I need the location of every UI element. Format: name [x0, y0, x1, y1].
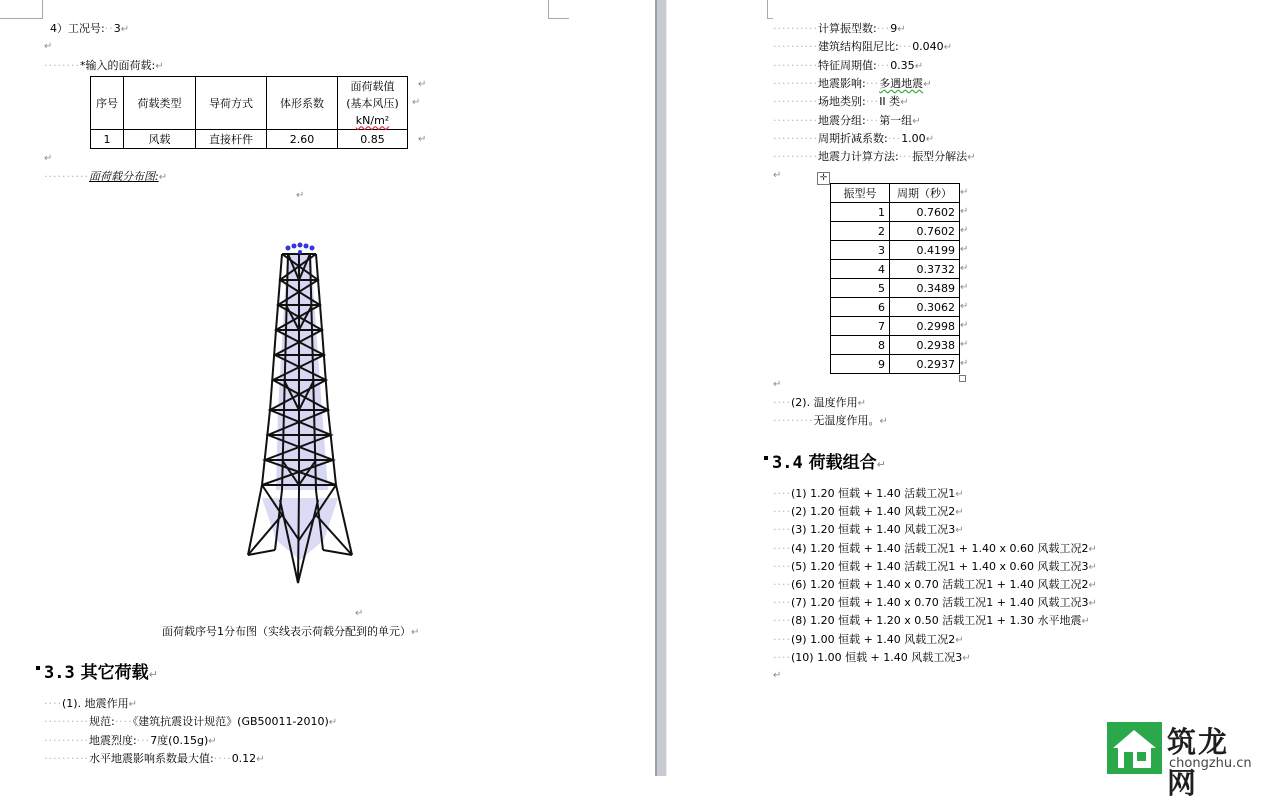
mode-number-cell: 3: [831, 241, 890, 260]
crop-mark: [548, 0, 569, 19]
table-row: [91, 130, 408, 149]
param-value: 振型分解法: [912, 150, 968, 164]
param-value: 多遇地震: [879, 76, 924, 90]
paragraph-mark-icon: ↵: [876, 458, 886, 471]
period-header-row: [831, 184, 960, 203]
paragraph-mark-icon: ↵: [943, 42, 953, 54]
load-combination-item: ····(9) 1.00 恒载 + 1.40 风载工况2↵: [773, 632, 964, 646]
cell-transfer-mode: 直接杆件: [196, 130, 267, 149]
paragraph-mark-icon: ↵: [897, 24, 906, 35]
paragraph-mark-icon: ↵: [923, 78, 932, 90]
table-row: [831, 279, 960, 298]
period-cell: 0.2937: [890, 355, 960, 374]
param-line: ··········地震力计算方法:···振型分解法↵: [773, 150, 976, 164]
paragraph-mark-icon: ↵: [328, 717, 338, 728]
param-line: ··········地震影响:···多遇地震↵: [773, 76, 932, 90]
logo-text-cn: 筑龙网: [1167, 725, 1230, 800]
page-gutter: [655, 0, 667, 776]
load-combination-text: (8) 1.20 恒载 + 1.20 x 0.50 活载工况1 + 1.30 水平地震: [791, 614, 1082, 628]
paragraph-mark-icon: ↵: [773, 170, 782, 181]
period-cell: 0.3062: [890, 298, 960, 317]
table-row: [831, 317, 960, 336]
param-label: 地震力计算方法:: [817, 150, 899, 164]
mode-number-cell: 1: [831, 203, 890, 222]
distribution-label-line: ··········面荷载分布图:↵: [44, 170, 168, 183]
paragraph-mark-icon: ↵: [1088, 543, 1097, 555]
load-combination-text: (7) 1.20 恒载 + 1.40 x 0.70 活载工况1 + 1.40 风载工况3: [791, 596, 1089, 610]
param-value: 0.040: [912, 40, 944, 54]
paragraph-mark-icon: ↵: [960, 225, 969, 236]
table-row: [831, 355, 960, 374]
param-label: 场地类别:: [817, 95, 866, 109]
paragraph-mark-icon: ↵: [955, 525, 964, 537]
load-combination-item: ····(2) 1.20 恒载 + 1.40 风载工况2↵: [773, 505, 964, 519]
table-resize-handle-icon[interactable]: [959, 375, 966, 382]
table-header-row: [91, 77, 408, 130]
temperature-text-line: ·········无温度作用。↵: [773, 414, 888, 427]
period-cell: 0.3732: [890, 260, 960, 279]
header-load-value: [338, 77, 408, 130]
temperature-title: (2). 温度作用: [791, 396, 858, 409]
paragraph-mark-icon: ↵: [1088, 561, 1097, 573]
period-cell: 0.4199: [890, 241, 960, 260]
header-mode-number: 振型号: [831, 184, 890, 203]
paragraph-mark-icon: ↵: [960, 301, 969, 312]
period-cell: 0.2938: [890, 336, 960, 355]
param-value: 1.00: [901, 131, 926, 145]
paragraph-mark-icon: ↵: [148, 668, 158, 681]
paragraph-mark-icon: ↵: [857, 398, 866, 409]
load-combination-item: ····(10) 1.00 恒载 + 1.40 风载工况3↵: [773, 650, 971, 664]
param-line: ··········地震分组:···第一组↵: [773, 113, 921, 127]
load-combination-text: (2) 1.20 恒载 + 1.40 风载工况2: [791, 505, 956, 519]
intensity-value: 7度(0.15g): [150, 734, 209, 747]
load-combination-text: (3) 1.20 恒载 + 1.40 风载工况3: [791, 523, 956, 537]
period-cell: 0.2998: [890, 317, 960, 336]
case-number-line: 4）工况号:··3↵: [50, 22, 130, 35]
param-value: II 类: [879, 95, 901, 109]
param-line: ··········周期折减系数:···1.00↵: [773, 131, 935, 145]
cell-load-value: 0.85: [338, 130, 408, 149]
load-combination-item: ····(6) 1.20 恒载 + 1.40 x 0.70 活载工况1 + 1.40 风载工况2↵: [773, 578, 1097, 591]
paragraph-mark-icon: ↵: [960, 339, 969, 350]
load-combination-text: (5) 1.20 恒载 + 1.40 活载工况1 + 1.40 x 0.60 风载工况3: [791, 559, 1089, 573]
paragraph-mark-icon: ↵: [128, 699, 137, 710]
load-combination-item: ····(5) 1.20 恒载 + 1.40 活载工况1 + 1.40 x 0.60 风载工况3↵: [773, 559, 1097, 573]
paragraph-mark-icon: ↵: [960, 263, 969, 274]
paragraph-mark-icon: ↵: [773, 670, 782, 681]
paragraph-mark-icon: ↵: [955, 489, 964, 500]
paragraph-mark-icon: ↵: [925, 133, 935, 145]
period-cell: 0.7602: [890, 222, 960, 241]
load-combination-item: ····(1) 1.20 恒载 + 1.40 活载工况1↵: [773, 487, 964, 500]
paragraph-mark-icon: ↵: [960, 282, 969, 293]
section-title: 荷载组合: [808, 453, 877, 473]
seismic-coef-line: ··········水平地震影响系数最大值:····0.12↵: [44, 752, 265, 765]
heading-bullet: [36, 666, 40, 670]
table-row: [831, 336, 960, 355]
section-title: 其它荷载: [80, 663, 149, 683]
paragraph-mark-icon: ↵: [1088, 580, 1097, 591]
paragraph-mark-icon: ↵: [960, 206, 969, 217]
header-load-value-unit: kN/m²: [355, 113, 390, 127]
param-label: 特征周期值:: [817, 58, 877, 72]
seismic-intensity-line: ··········地震烈度:···7度(0.15g)↵: [44, 734, 217, 747]
mode-number-cell: 4: [831, 260, 890, 279]
mode-number-cell: 8: [831, 336, 890, 355]
param-label: 地震影响:: [817, 76, 866, 90]
table-row: [831, 298, 960, 317]
mode-number-cell: 9: [831, 355, 890, 374]
param-value: 9: [890, 22, 898, 35]
section-heading-3-4: [772, 448, 886, 473]
paragraph-mark-icon: ↵: [912, 115, 921, 127]
seismic-code-line: ··········规范:····《建筑抗震设计规范》(GB50011-2010)↵: [44, 715, 338, 728]
paragraph-mark-icon: ↵: [44, 41, 53, 52]
paragraph-mark-icon: ↵: [44, 153, 53, 164]
header-load-type: 荷载类型: [124, 77, 196, 130]
param-label: 建筑结构阻尼比:: [817, 40, 899, 54]
coef-value: 0.12: [231, 752, 257, 765]
coef-label: 水平地震影响系数最大值:: [88, 752, 214, 765]
tower-figure: [240, 240, 360, 585]
paragraph-mark-icon: ↵: [773, 379, 782, 390]
seismic-title-line: ····(1). 地震作用↵: [44, 697, 137, 710]
paragraph-mark-icon: ↵: [967, 152, 976, 164]
table-row: [831, 203, 960, 222]
logo-house-icon: [1107, 722, 1162, 774]
period-cell: 0.3489: [890, 279, 960, 298]
case-number-value: 3: [113, 22, 121, 35]
load-combination-text: (4) 1.20 恒载 + 1.40 活载工况1 + 1.40 x 0.60 风载工况2: [791, 541, 1089, 555]
load-combination-item: ····(3) 1.20 恒载 + 1.40 风载工况3↵: [773, 523, 964, 537]
figure-caption: [162, 625, 419, 640]
input-load-line: ········*输入的面荷载:↵: [44, 59, 164, 72]
paragraph-mark-icon: ↵: [960, 187, 969, 198]
paragraph-mark-icon: ↵: [960, 320, 969, 331]
paragraph-mark-icon: ↵: [1081, 616, 1090, 628]
param-label: 计算振型数:: [817, 22, 877, 35]
period-table: [830, 183, 960, 374]
paragraph-mark-icon: ↵: [962, 652, 971, 664]
surface-load-table: [90, 76, 408, 149]
param-line: ··········特征周期值:···0.35↵: [773, 58, 924, 72]
table-move-handle-icon[interactable]: ✛: [817, 172, 830, 185]
param-line: ··········场地类别:···II 类↵: [773, 95, 909, 109]
paragraph-mark-icon: ↵: [418, 79, 427, 90]
param-value: 0.35: [890, 58, 915, 72]
input-load-label: *输入的面荷载:: [79, 59, 156, 72]
paragraph-mark-icon: ↵: [879, 416, 888, 427]
load-combination-item: ····(7) 1.20 恒载 + 1.40 x 0.70 活载工况1 + 1.40 风载工况3↵: [773, 596, 1097, 610]
load-combination-item: ····(8) 1.20 恒载 + 1.20 x 0.50 活载工况1 + 1.30 水平地震↵: [773, 614, 1090, 628]
paragraph-mark-icon: ↵: [914, 60, 924, 72]
load-combination-text: (1) 1.20 恒载 + 1.40 活载工况1: [791, 487, 956, 500]
code-label: 规范:: [88, 715, 115, 728]
paragraph-mark-icon: ↵: [412, 97, 421, 108]
param-value: 第一组: [879, 113, 913, 127]
mode-number-cell: 6: [831, 298, 890, 317]
paragraph-mark-icon: ↵: [355, 608, 364, 619]
paragraph-mark-icon: ↵: [120, 24, 130, 35]
crop-mark: [767, 18, 773, 19]
tower-top-load-markers: [286, 243, 315, 255]
mode-number-cell: 7: [831, 317, 890, 336]
code-value: 《建筑抗震设计规范》(GB50011-2010): [132, 715, 329, 728]
load-combination-item: ····(4) 1.20 恒载 + 1.40 活载工况1 + 1.40 x 0.60 风载工况2↵: [773, 541, 1097, 555]
header-transfer-mode: 导荷方式: [196, 77, 267, 130]
cell-load-type: 风载: [124, 130, 196, 149]
load-combination-text: (6) 1.20 恒载 + 1.40 x 0.70 活载工况1 + 1.40 风载工况2: [791, 578, 1089, 591]
paragraph-mark-icon: ↵: [208, 736, 217, 747]
mode-number-cell: 2: [831, 222, 890, 241]
logo-text-en: chongzhu.cn: [1169, 756, 1252, 771]
period-cell: 0.7602: [890, 203, 960, 222]
load-combination-text: (9) 1.00 恒载 + 1.40 风载工况2: [791, 632, 956, 646]
cell-seq: 1: [91, 130, 124, 149]
section-number: 3.3: [44, 663, 75, 683]
paragraph-mark-icon: ↵: [296, 190, 305, 201]
intensity-label: 地震烈度:: [88, 734, 137, 747]
header-load-value-line2: (基本风压): [346, 96, 399, 110]
figure-caption-text: 面荷载序号1分布图（实线表示荷载分配到的单元）: [162, 625, 411, 638]
mode-number-cell: 5: [831, 279, 890, 298]
paragraph-mark-icon: ↵: [411, 627, 420, 638]
paragraph-mark-icon: ↵: [960, 244, 969, 255]
cell-shape-coef: 2.60: [267, 130, 338, 149]
section-heading-3-3: [44, 658, 158, 683]
paragraph-mark-icon: ↵: [900, 97, 909, 109]
table-row: [831, 260, 960, 279]
paragraph-mark-icon: ↵: [155, 61, 164, 72]
distribution-label: 面荷载分布图:: [88, 170, 159, 183]
section-number: 3.4: [772, 453, 803, 473]
case-number-label: 4）工况号:: [50, 22, 105, 35]
header-load-value-line1: 面荷载值: [350, 79, 395, 93]
header-shape-coef: 体形系数: [267, 77, 338, 130]
load-combination-text: (10) 1.00 恒载 + 1.40 风载工况3: [791, 650, 963, 664]
crop-mark: [0, 0, 43, 19]
paragraph-mark-icon: ↵: [1088, 598, 1097, 610]
paragraph-mark-icon: ↵: [256, 754, 265, 765]
param-label: 周期折减系数:: [817, 131, 888, 145]
param-line: ··········建筑结构阻尼比:···0.040↵: [773, 40, 953, 54]
header-period: 周期（秒）: [890, 184, 960, 203]
table-row: [831, 222, 960, 241]
param-label: 地震分组:: [817, 113, 866, 127]
temperature-text: 无温度作用。: [813, 414, 880, 427]
paragraph-mark-icon: ↵: [955, 507, 964, 519]
watermark-logo: [1107, 722, 1257, 800]
table-row: [831, 241, 960, 260]
param-line: ··········计算振型数:···9↵: [773, 22, 906, 35]
temperature-title-line: ····(2). 温度作用↵: [773, 396, 866, 409]
paragraph-mark-icon: ↵: [418, 134, 427, 145]
header-seq: 序号: [91, 77, 124, 130]
paragraph-mark-icon: ↵: [955, 634, 964, 646]
paragraph-mark-icon: ↵: [158, 172, 168, 183]
right-page: [667, 0, 1261, 776]
seismic-title: (1). 地震作用: [62, 697, 129, 710]
crop-mark: [767, 0, 768, 18]
heading-bullet: [764, 456, 768, 460]
paragraph-mark-icon: ↵: [960, 358, 969, 369]
